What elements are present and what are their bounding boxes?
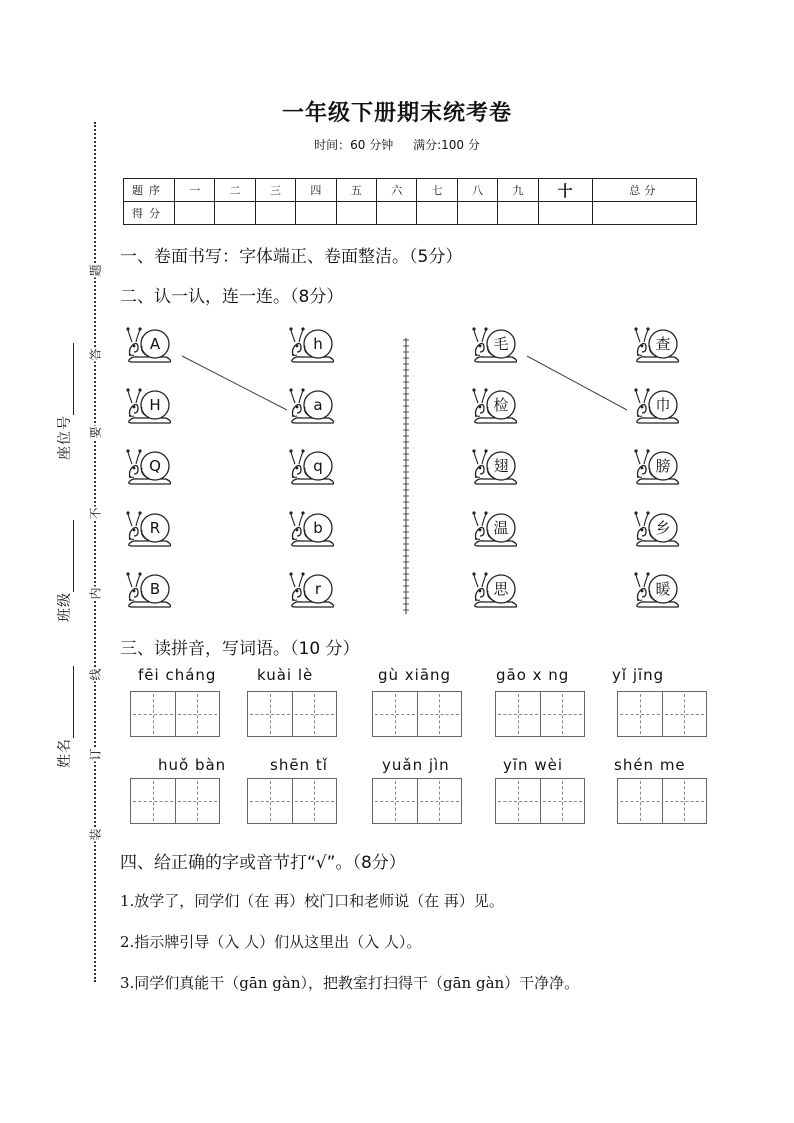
margin-warn-char: 内 [88,587,103,600]
snail-character: 查 [655,335,671,353]
snail-character: 暖 [655,580,671,598]
question-1[interactable]: 1.放学了，同学们（在 再）校门口和老师说（在 再）见。 [120,892,504,910]
score-col-3: 三 [255,179,295,202]
score-table-score-label: 得分 [124,202,175,225]
score-col-4: 四 [296,179,336,202]
class-label: 班级 [57,592,73,622]
writing-grid[interactable] [130,691,220,737]
snail-character: 毛 [493,335,509,353]
snail-character: 巾 [655,396,671,414]
section-4-heading: 四、给正确的字或音节打“√”。（8分） [120,853,406,873]
margin-warn-char: 答 [88,348,103,361]
margin-warn-char: 装 [88,828,103,841]
snail-character: 思 [493,580,509,598]
pinyin-label: huǒ bàn [158,756,227,774]
question-3[interactable]: 3.同学们真能干（gān gàn），把教室打扫得干（gān gàn）干净净。 [120,974,580,992]
pinyin-label: yǐ jīng [612,666,665,684]
writing-grid[interactable] [247,691,337,737]
snail-character: 温 [493,519,509,537]
example-match-line [182,356,287,410]
section-1-heading: 一、卷面书写：字体端正、卷面整洁。（5分） [120,247,463,267]
snail-character: 检 [493,396,509,414]
writing-grid[interactable] [495,778,585,824]
writing-grid[interactable] [617,691,707,737]
pinyin-label: kuài lè [257,666,314,684]
snail-character: B [149,580,161,598]
snail-character: 乡 [655,519,671,537]
writing-grid[interactable] [130,778,220,824]
writing-grid[interactable] [372,778,462,824]
section-2-heading: 二、认一认，连一连。（8分） [120,287,344,307]
snail-character: R [149,519,161,537]
snail-character: A [149,335,161,353]
snail-character: r [314,580,322,598]
snail-character: 膀 [655,457,671,475]
score-col-5: 五 [336,179,376,202]
score-col-10: 十 [538,179,592,202]
margin-warn-char: 订 [88,748,103,761]
pinyin-label: shēn tǐ [270,756,328,774]
margin-warn-char: 题 [88,264,103,277]
margin-warn-char: 线 [88,668,103,681]
pinyin-label: yīn wèi [503,756,563,774]
section-3-heading: 三、读拼音，写词语。（10 分） [120,639,360,659]
score-col-1: 一 [175,179,215,202]
seat-number-label: 座位号 [57,415,73,460]
score-col-6: 六 [377,179,417,202]
snail-character: b [313,519,323,537]
score-col-2: 二 [215,179,255,202]
exam-title: 一年级下册期末统考卷 [281,101,512,126]
margin-warn-char: 不 [88,507,103,520]
pinyin-label: gù xiāng [378,666,452,684]
snail-character: 翅 [493,457,509,475]
exam-full-score: 满分:100 分 [413,138,480,152]
snail-character: h [313,335,323,353]
writing-grid[interactable] [247,778,337,824]
score-col-9: 九 [498,179,538,202]
score-col-8: 八 [457,179,497,202]
matching-divider [403,338,409,614]
snail-character: q [313,457,323,475]
pinyin-label: fēi cháng [138,666,217,684]
pinyin-label: yuǎn jìn [382,756,450,774]
writing-grid[interactable] [495,691,585,737]
name-label: 姓名 [57,738,73,768]
writing-grid[interactable] [372,691,462,737]
question-2[interactable]: 2.指示牌引导（入 人）们从这里出（入 人）。 [120,933,422,951]
pinyin-label: gāo x ng [496,666,570,684]
pinyin-label: shén me [614,756,686,774]
example-match-line [527,356,627,410]
score-col-total: 总分 [592,179,696,202]
snail-character: H [149,396,161,414]
exam-time: 时间：60 分钟 [314,138,394,152]
score-table-row-label: 题序 [124,179,175,202]
margin-warn-char: 要 [88,426,103,439]
snail-character: a [313,396,323,414]
writing-grid[interactable] [617,778,707,824]
snail-character: Q [149,457,161,475]
score-col-7: 七 [417,179,457,202]
